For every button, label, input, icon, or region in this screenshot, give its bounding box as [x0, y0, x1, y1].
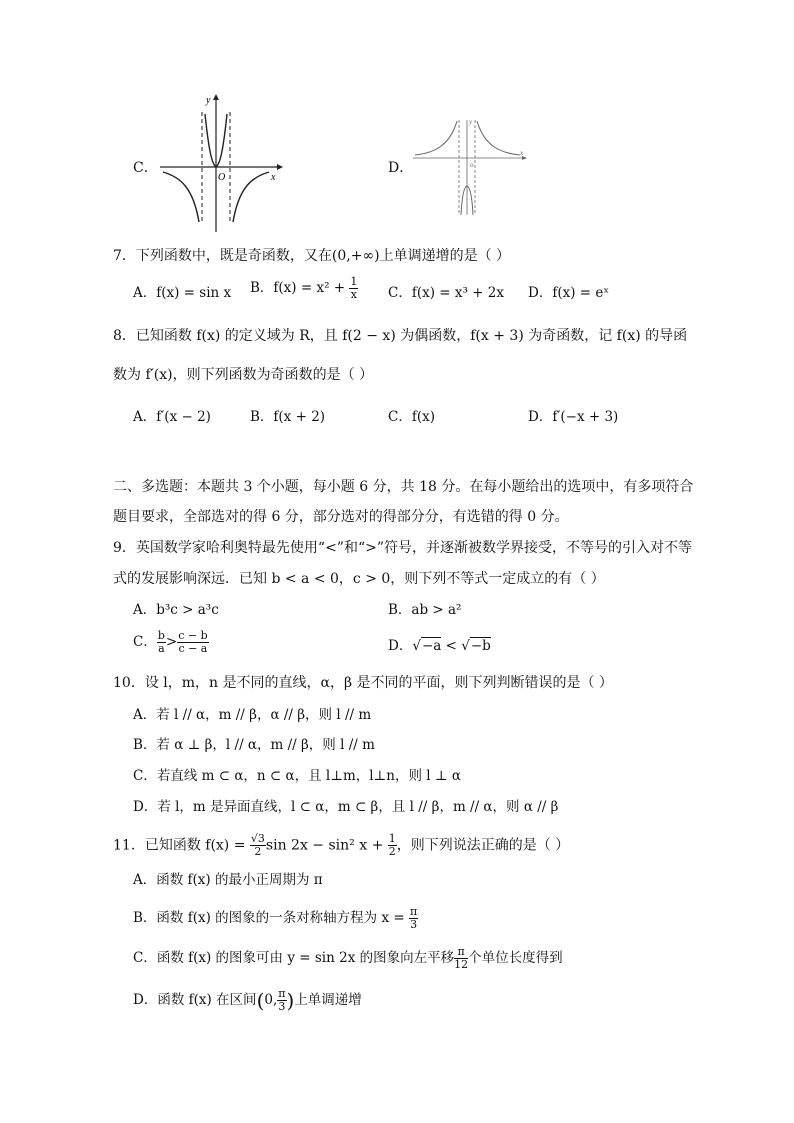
- q7-option-c: C．f(x) = x³ + 2x: [388, 285, 504, 301]
- section2-line1: 二、多选题：本题共 3 个小题，每小题 6 分，共 18 分。在每小题给出的选项中，有多项符合: [113, 479, 694, 495]
- q7-stem: 7．下列函数中，既是奇函数，又在(0,+∞)上单调递增的是（ ）: [113, 248, 511, 264]
- q11-stem: [113, 833, 569, 858]
- q7-option-a: A．f(x) = sin x: [133, 285, 232, 301]
- q11-option-a: A．函数 f(x) 的最小正周期为 π: [133, 872, 323, 888]
- q8-option-b: B．f(x + 2): [250, 409, 326, 425]
- q10-option-d: D．若 l，m 是异面直线，l ⊂ α，m ⊂ β，且 l // β，m // α，则 α // β: [133, 799, 559, 815]
- q11-option-c-suffix: 个单位长度得到: [468, 950, 563, 966]
- q9-option-a: A．b³c > a³c: [133, 602, 219, 618]
- graph-d-curve-right: [477, 121, 520, 155]
- q10-stem: 10．设 l，m，n 是不同的直线，α，β 是不同的平面，则下列判断错误的是（ ）: [113, 675, 613, 691]
- q9-stem-line2: 式的发展影响深远．已知 b < a < 0，c > 0，则下列不等式一定成立的有（ ）: [113, 571, 605, 587]
- option-d-label: D．: [388, 160, 414, 176]
- q9-option-d-label: D．: [388, 638, 413, 654]
- q11-option-d: D．函数 f(x) 在区间(0, $\frac{\pi}{3}$ )上单调递增: [133, 987, 362, 1013]
- q11-option-c-text: C．函数 f(x) 的图象可由 y = sin 2x 的图象向左平移: [133, 950, 455, 966]
- graph-c-curve-right: [233, 172, 269, 222]
- section2-line2: 题目要求，全部选对的得 6 分，部分选对的得部分分，有选错的得 0 分。: [113, 509, 569, 525]
- q7-option-b-fraction: $\frac{1}{x}$: [350, 275, 358, 301]
- q9-option-d-right-radicand: −b: [470, 638, 491, 654]
- graph-c-y-label: y: [206, 95, 211, 106]
- q9-stem-line1: 9．英国数学家哈利奥特最先使用“<”和“>”符号，并逐渐被数学界接受，不等号的引入对不等: [113, 540, 692, 556]
- q9-option-b: B．ab > a²: [388, 602, 462, 618]
- graph-c: [155, 92, 285, 237]
- q7-option-d: D．f(x) = eˣ: [528, 285, 610, 301]
- q11-option-b: [133, 906, 418, 931]
- q11-option-b-text: B．函数 f(x) 的图象的一条对称轴方程为 x =: [133, 910, 409, 926]
- q8-option-a: A．f′(x − 2): [133, 409, 211, 425]
- q9-option-c: [133, 630, 209, 655]
- q9-option-c-right-fraction: $\frac{c - b}{c - a}$: [178, 629, 208, 655]
- graph-c-x-label: x: [271, 172, 276, 183]
- q11-stem-suffix: ，则下列说法正确的是（ ）: [396, 837, 570, 854]
- q8-stem-line1: 8．已知函数 f(x) 的定义域为 R，且 f(2 − x) 为偶函数，f(x + 3) 为奇函数，记 f(x) 的导函: [113, 328, 688, 344]
- q10-option-b: B．若 α ⊥ β，l // α，m // β，则 l // m: [133, 737, 375, 753]
- graph-d-origin-label: o: [470, 161, 474, 169]
- graph-d: [410, 115, 530, 220]
- q11-option-d-text: D．函数 f(x) 在区间: [133, 992, 257, 1008]
- q11-stem-fraction-2: $\frac{1}{2}$: [388, 832, 396, 858]
- q11-stem-middle: sin 2x − sin² x +: [265, 837, 388, 854]
- q9-option-c-left-fraction: $\frac{b}{a}$: [157, 629, 165, 655]
- graph-c-curve-left: [163, 172, 199, 222]
- q11-stem-fraction-1: $\frac{√3}{2}$: [250, 832, 265, 858]
- graph-d-y-label: y: [469, 118, 473, 126]
- q10-option-c: C．若直线 m ⊂ α，n ⊂ α，且 l⊥m，l⊥n，则 l ⊥ α: [133, 768, 461, 784]
- graph-d-x-label: x: [520, 149, 524, 157]
- option-c-label: C．: [133, 160, 158, 176]
- q11-stem-prefix: 11．已知函数 f(x) =: [113, 837, 250, 854]
- q8-option-c: C．f(x): [388, 409, 435, 425]
- q11-option-d-interval-start: 0,: [264, 992, 278, 1008]
- graph-c-origin-label: O: [218, 172, 226, 183]
- q11-option-c-fraction: $\frac{\pi}{12}$: [454, 945, 469, 971]
- q11-option-c: [133, 946, 563, 971]
- q10-option-a: A．若 l // α，m // β，α // β，则 l // m: [133, 707, 372, 723]
- q11-option-d-fraction: $\frac{\pi}{3}$: [278, 987, 286, 1013]
- q8-option-d: D．f′(−x + 3): [528, 409, 619, 425]
- q9-option-d: D．√−a < √−b: [388, 638, 491, 654]
- q11-option-d-suffix: 上单调递增: [294, 992, 362, 1008]
- q8-stem-line2: 数为 f′(x)，则下列函数为奇函数的是（ ）: [113, 367, 374, 383]
- q9-option-d-operator: <: [441, 638, 462, 654]
- q7-option-b: [250, 276, 358, 301]
- q7-option-b-text: B．f(x) = x² +: [250, 280, 350, 296]
- q9-option-c-operator: >: [165, 634, 178, 650]
- q11-option-b-fraction: $\frac{\pi}{3}$: [409, 905, 418, 931]
- q9-option-d-left-radicand: −a: [421, 638, 442, 654]
- q9-option-c-label: C．: [133, 634, 157, 650]
- graph-d-curve-left: [415, 121, 457, 155]
